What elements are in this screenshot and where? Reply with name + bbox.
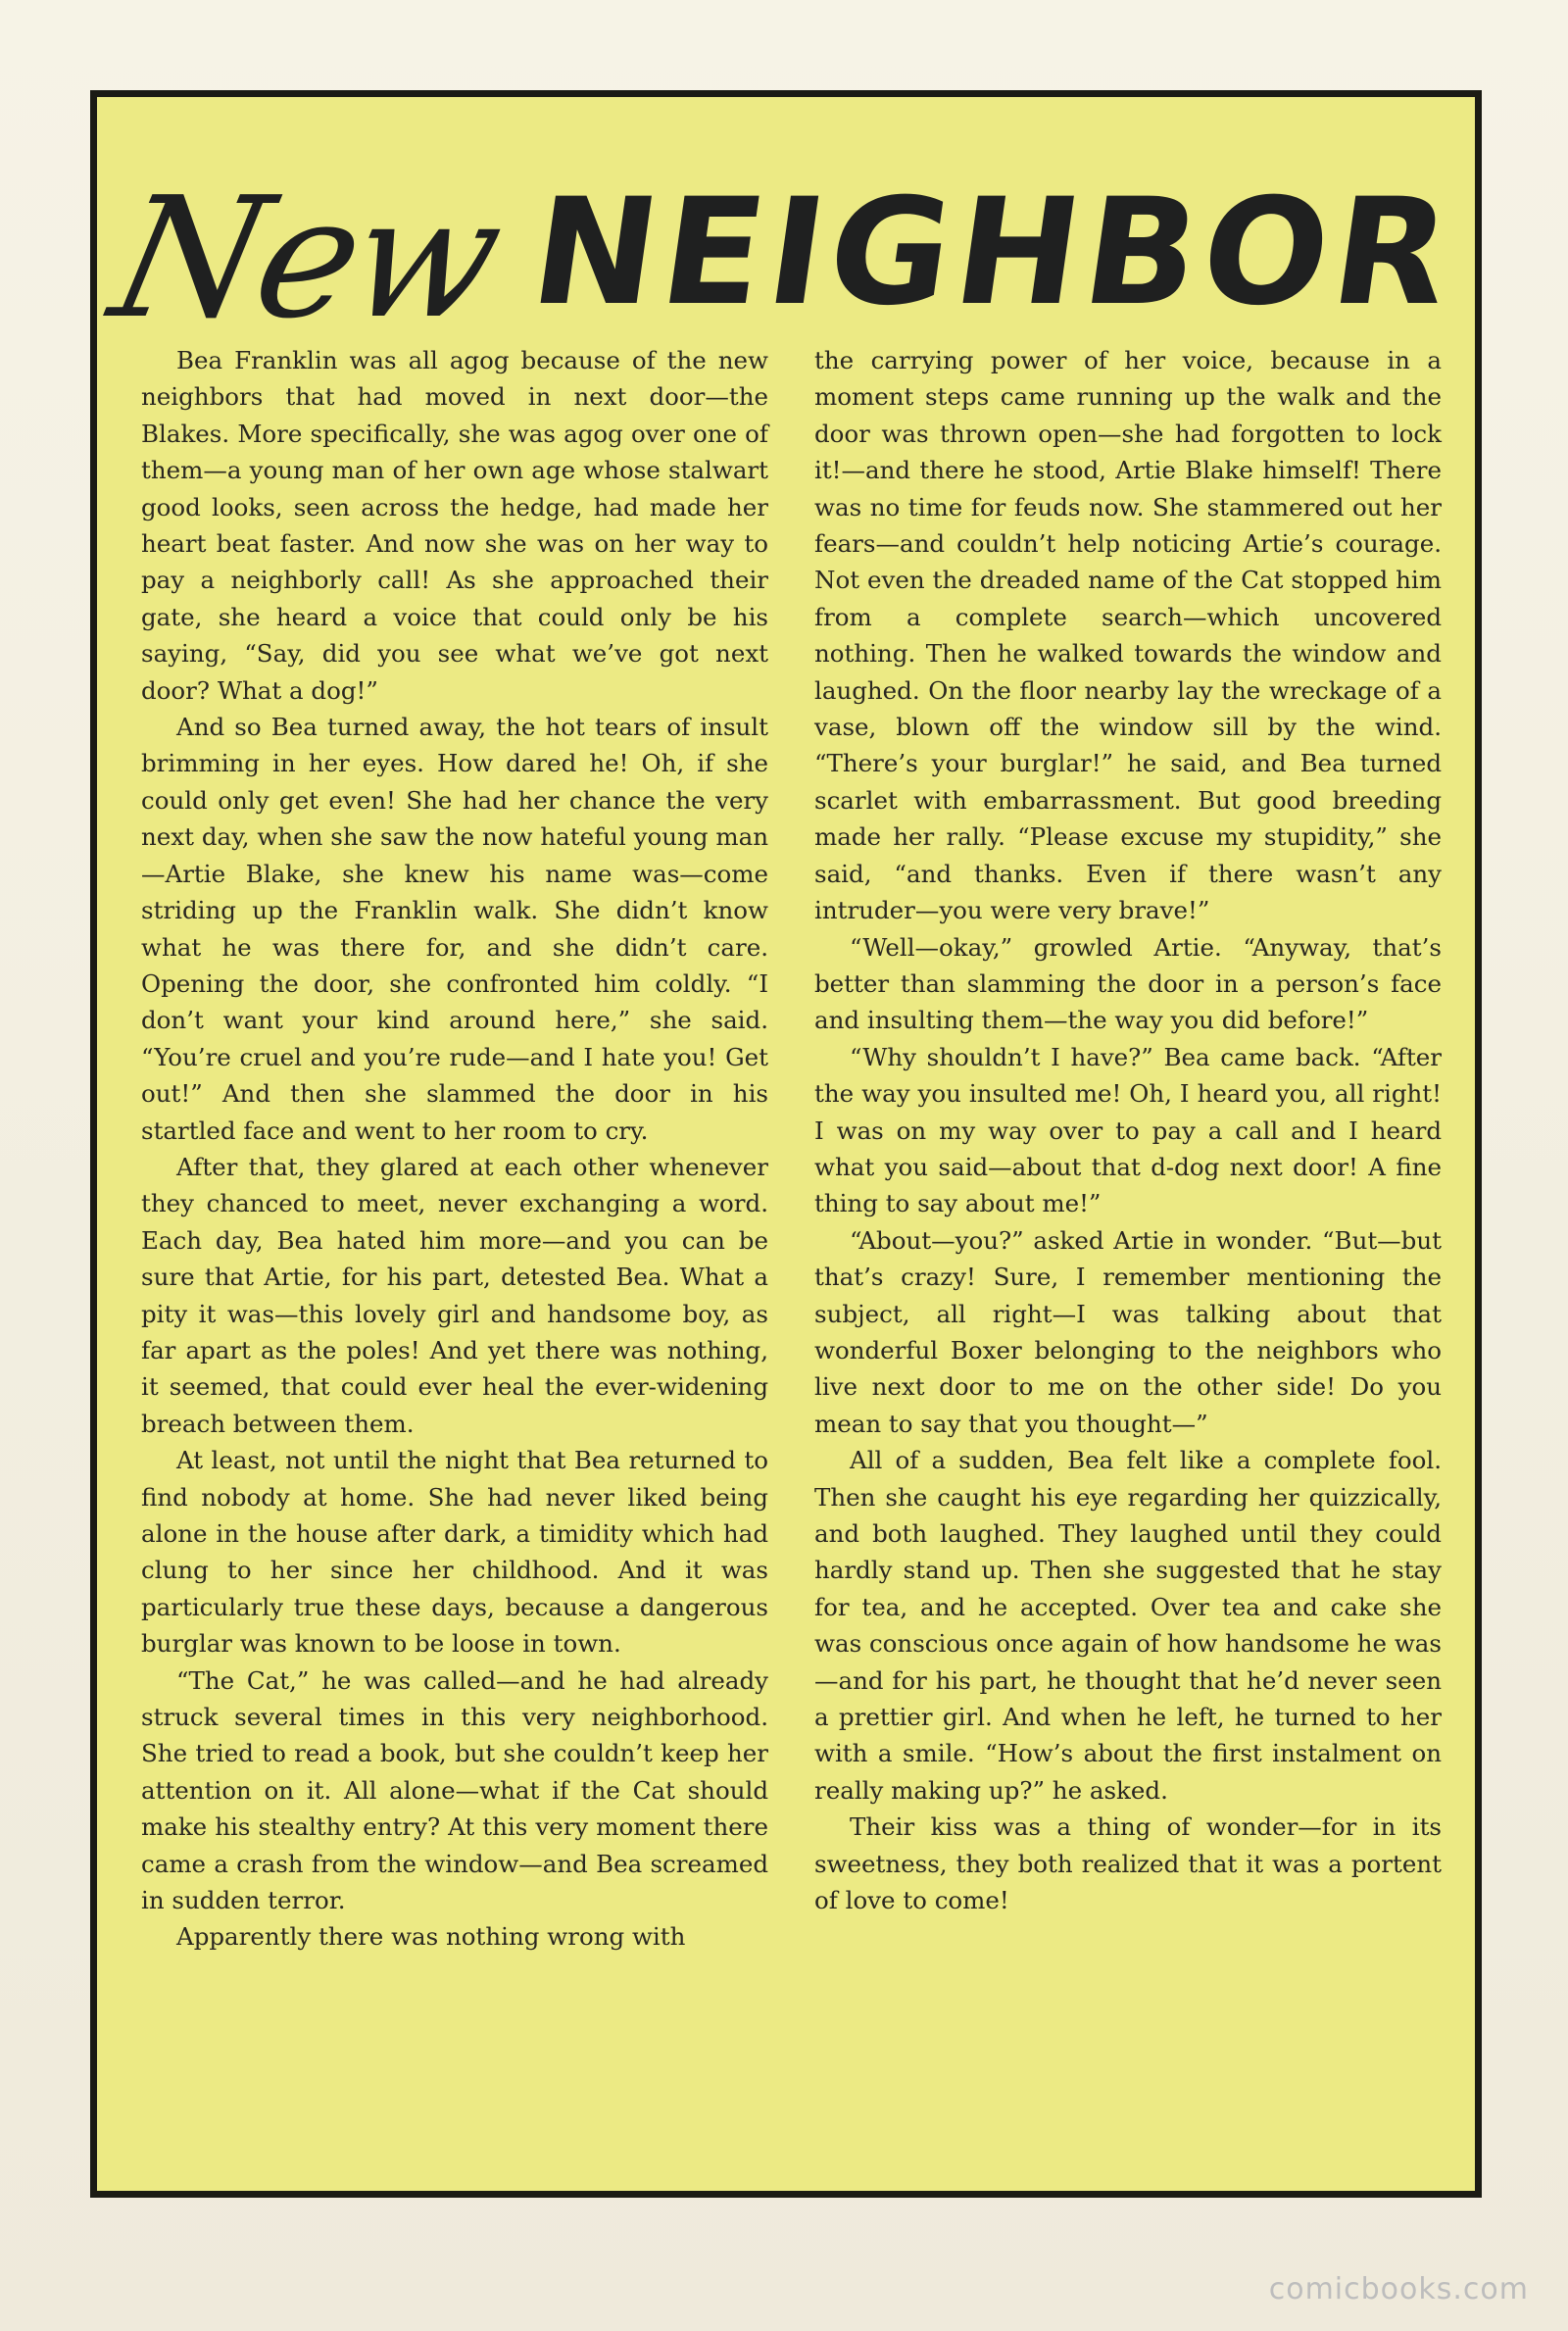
story-column-right (814, 342, 1442, 1918)
title-block-word: NEIGHBOR (521, 168, 1465, 338)
story-column-left (141, 342, 768, 1956)
watermark: comicbooks.com (1268, 2272, 1529, 2306)
paragraph: And so Bea turned away, the hot tears of insult brimming in her eyes. How dared he! Oh, if she could only get even! She had her chance the very next day, when she saw the now hateful young man—Artie Blake, she knew his name was—come striding up the Franklin walk. She didn’t know what he was there for, and she didn’t care. Opening the door, she confronted him coldly. “I don’t want your kind around here,” she said. “You’re cruel and you’re rude—and I hate you! Get out!” And then she slammed the door in his startled face and went to her room to cry. (141, 713, 768, 1145)
paragraph: At least, not until the night that Bea returned to find nobody at home. She had never liked being alone in the house after dark, a timidity which had clung to her since her childhood. And it was particularly true these days, because a dangerous burglar was known to be loose in town. (141, 1446, 768, 1659)
paragraph: “Why shouldn’t I have?” Bea came back. “After the way you insulted me! Oh, I heard you, all right! I was on my way over to pay a call and I heard what you said—about that d-dog next door! A fine thing to say about me!” (814, 1042, 1442, 1218)
paragraph: All of a sudden, Bea felt like a complete fool. Then she caught his eye regarding her quizzically, and both laughed. They laughed until they could hardly stand up. Then she suggested that he stay for tea, and he accepted. Over tea and cake she was conscious once again of how handsome he was—and for his part, he thought that he’d never seen a prettier girl. And when he left, he turned to her with a smile. “How’s about the first instalment on really making up?” he asked. (814, 1446, 1442, 1805)
paragraph: Their kiss was a thing of wonder—for in its sweetness, they both realized that it was a portent of love to come! (814, 1812, 1442, 1915)
paragraph-continued: the carrying power of her voice, because in a moment steps came running up the walk and the door was thrown open—she had forgotten to lock it!—and there he stood, Artie Blake himself! There was no time for feuds now. She stammered out her fears—and couldn’t help noticing Artie’s courage. Not even the dreaded name of the Cat stopped him from a complete search—which uncovered nothing. Then he walked towards the window and laughed. On the floor nearby lay the wreckage of a vase, blown off the window sill by the wind. “There’s your burglar!” he said, and Bea turned scarlet with embarrassment. But good breeding made her rally. “Please excuse my stupidity,” she said, “and thanks. Even if there wasn’t any intruder—you were very brave!” (814, 346, 1442, 925)
paragraph: “Well—okay,” growled Artie. “Anyway, that’s better than slamming the door in a person’s face and insulting them—the way you did before!” (814, 932, 1442, 1035)
paragraph: “The Cat,” he was called—and he had already struck several times in this very neighborhood. She tried to read a book, but she couldn’t keep her attention on it. All alone—what if the Cat should make his stealthy entry? At this very moment there came a crash from the window—and Bea screamed in sudden terror. (141, 1665, 768, 1915)
paragraph: Apparently there was nothing wrong with (176, 1922, 686, 1952)
title-script-word: New (97, 162, 514, 356)
paragraph: After that, they glared at each other whenever they chanced to meet, never exchanging a word. Each day, Bea hated him more—and you can be sure that Artie, for his part, detested Bea. What a pity it was—this lovely girl and handsome boy, as far apart as the poles! And yet there was nothing, it seemed, that could ever heal the ever-widening breach between them. (141, 1152, 768, 1438)
story-panel (90, 90, 1482, 2198)
paragraph: Bea Franklin was all agog because of the new neighbors that had moved in next door—the Blakes. More specifically, she was agog over one of them—a young man of her own age whose stalwart good looks, seen across the hedge, had made her heart beat faster. And now she was on her way to pay a neighborly call! As she approached their gate, she heard a voice that could only be his saying, “Say, did you see what we’ve got next door? What a dog!” (141, 346, 768, 705)
paragraph: “About—you?” asked Artie in wonder. “But—but that’s crazy! Sure, I remember mentioning the subject, all right—I was talking about that wonderful Boxer belonging to the neighbors who live next door to me on the other side! Do you mean to say that you thought—” (814, 1225, 1442, 1438)
